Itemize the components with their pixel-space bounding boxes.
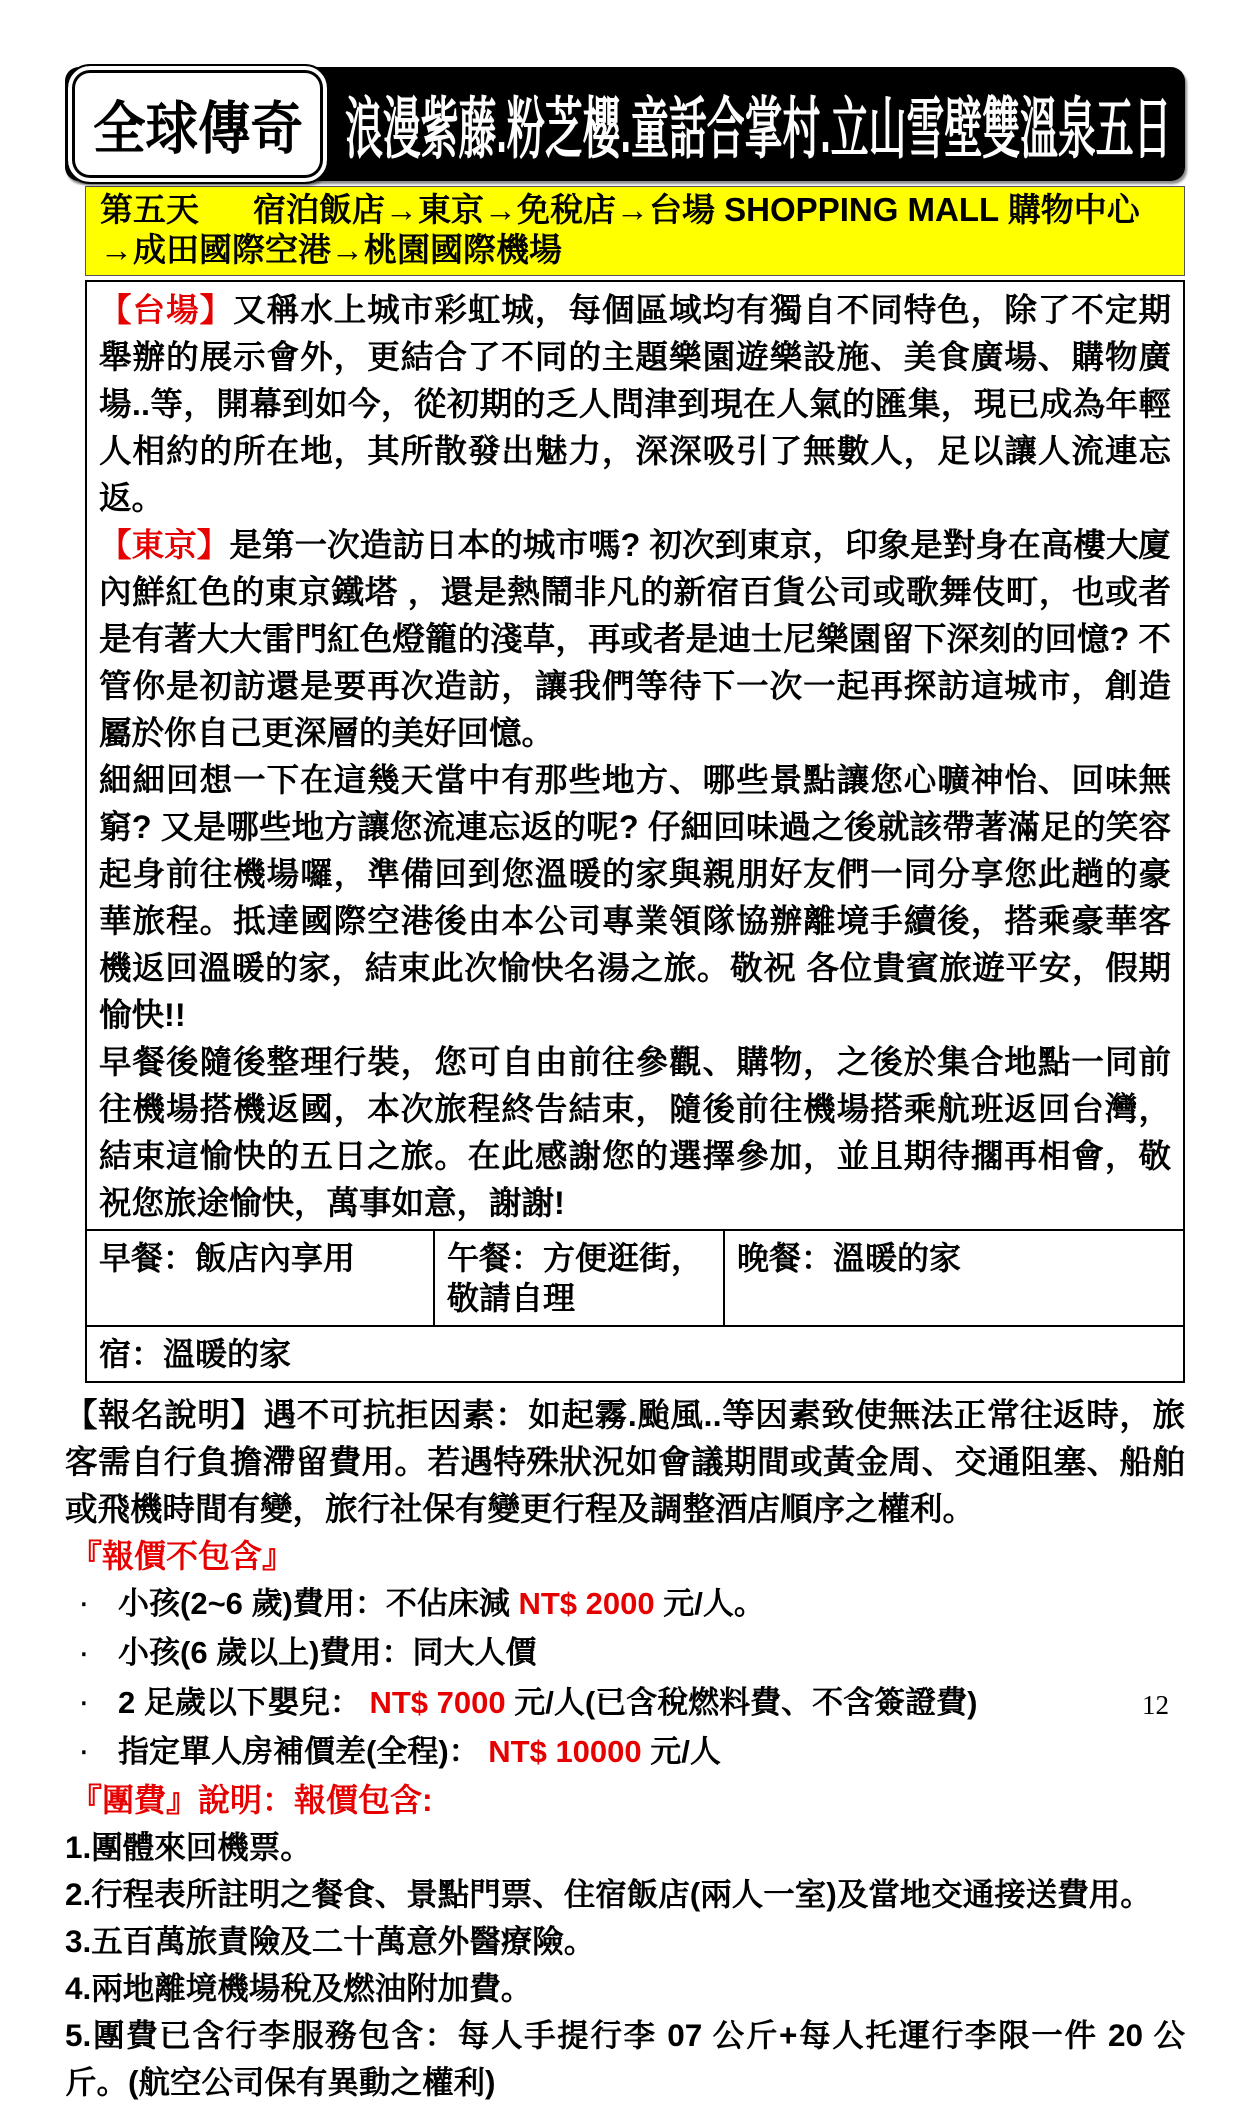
dinner-cell: 晚餐：溫暖的家: [737, 1240, 962, 1276]
breakfast-cell: 早餐：飯店內享用: [87, 1231, 435, 1325]
not-included-list: [65, 1580, 1185, 1777]
paragraph: [99, 292, 1171, 516]
bullet-icon: ‧: [80, 1641, 88, 1669]
price-value: NT$ 10000: [488, 1733, 642, 1769]
item-text: 元/人: [641, 1733, 721, 1769]
notice-tag: 【報名說明】: [65, 1397, 264, 1433]
registration-notice: [65, 1392, 1185, 1533]
content-area: [65, 64, 1185, 2106]
header: [65, 64, 1185, 184]
included-item: 2.行程表所註明之餐食、景點門票、住宿飯店(兩人一室)及當地交通接送費用。: [65, 1876, 1152, 1913]
company-logo: [66, 64, 329, 184]
included-list: [65, 1824, 1185, 2106]
paragraph-text: 細細回想一下在這幾天當中有那些地方、哪些景點讓您心曠神怡、回味無窮? 又是哪些地方讓您流連忘返的呢? 仔細回味過之後就該帶著滿足的笑容起身前往機場囉，準備回到您溫暖的家與親朋好友們一同分享您此趟的豪華旅程。抵達國際空港後由本公司專業領隊協辦離境手續後，搭乘豪華客機返回溫暖的家，結束此次愉快名湯之旅。敬祝 各位貴賓旅遊平安，假期愉快!!: [99, 762, 1171, 1033]
place-tag: 【台場】: [99, 292, 234, 328]
day-label: 第五天: [100, 191, 199, 228]
price-value: NT$ 2000: [518, 1586, 655, 1621]
company-logo-text: 全球傳奇: [92, 95, 303, 162]
included-heading: 『團費』說明：報價包含:: [70, 1782, 433, 1819]
itinerary-text: [87, 282, 1183, 1229]
included-item: 4.兩地離境機場稅及燃油附加費。: [65, 1970, 533, 2007]
item-text: 小孩(6 歲以上)費用：同大人價: [118, 1635, 537, 1671]
paragraph: [99, 527, 1171, 751]
item-text: 小孩(2~6 歲)費用：不佔床減: [118, 1586, 519, 1621]
not-included-item: [65, 1580, 1185, 1629]
not-included-item: [65, 1728, 1185, 1777]
notice-text: 遇不可抗拒因素：如起霧.颱風..等因素致使無法正常往返時，旅客需自行負擔滯留費用。若遇特殊狀況如會議期間或黃金周、交通阻塞、船舶或飛機時間有變，旅行社保有變更行程及調整酒店順序之權利。: [65, 1397, 1185, 1527]
meals-row: [87, 1229, 1183, 1325]
price-value: NT$ 7000: [369, 1684, 506, 1720]
not-included-item: [65, 1629, 1185, 1678]
paragraph: [99, 762, 1171, 1033]
bullet-icon: ‧: [80, 1690, 88, 1718]
tour-title: 浪漫紫藤.粉芝櫻.童話合掌村.立山雪壁雙溫泉五日: [345, 92, 1172, 167]
place-tag: 【東京】: [99, 527, 230, 563]
included-item: 3.五百萬旅責險及二十萬意外醫療險。: [65, 1923, 596, 1960]
bullet-icon: ‧: [80, 1592, 88, 1620]
bullet-icon: ‧: [80, 1740, 88, 1768]
lunch-cell: 午餐：方便逛街，敬請自理: [435, 1231, 725, 1325]
day-banner: [85, 186, 1185, 276]
paragraph: [99, 1044, 1171, 1221]
not-included-heading: 『報價不包含』: [70, 1538, 295, 1574]
not-included-item: [65, 1679, 1185, 1728]
paragraph-text: 早餐後隨後整理行裝，您可自由前往參觀、購物，之後於集合地點一同前往機場搭機返國，本次旅程終告結束，隨後前往機場搭乘航班返回台灣，結束這愉快的五日之旅。在此感謝您的選擇參加，並且期待擱再相會，敬祝您旅途愉快，萬事如意，謝謝!: [99, 1044, 1171, 1221]
paragraph-text: 又稱水上城市彩虹城，每個區域均有獨自不同特色，除了不定期舉辦的展示會外，更結合了不同的主題樂園遊樂設施、美食廣場、購物廣場..等，開幕到如今，從初期的乏人問津到現在人氣的匯集，現已成為年輕人相約的所在地，其所散發出魅力，深深吸引了無數人，足以讓人流連忘返。: [99, 292, 1171, 516]
itinerary-box: [85, 280, 1185, 1383]
item-text: 元/人(已含稅燃料費、不含簽證費): [505, 1684, 978, 1720]
item-text: 指定單人房補價差(全程)：: [118, 1733, 489, 1769]
included-item: 5.團費已含行李服務包含：每人手提行李 07 公斤+每人托運行李限一件 20 公斤。(航空公司保有異動之權利): [65, 2017, 1185, 2101]
item-text: 2 足歲以下嬰兒：: [118, 1684, 370, 1720]
paragraph-text: 是第一次造訪日本的城市嗎? 初次到東京，印象是對身在高樓大廈內鮮紅色的東京鐵塔 ，還是熱鬧非凡的新宿百貨公司或歌舞伎町，也或者是有著大大雷門紅色燈籠的淺草，再或者是迪士尼樂園留下深刻的回憶? 不管你是初訪還是要再次造訪，讓我們等待下一次一起再探訪這城市，創造屬於你自己更深層的美好回憶。: [99, 527, 1171, 751]
item-text: 元/人。: [654, 1586, 765, 1621]
day-route: 宿泊飯店→東京→免稅店→台場 SHOPPING MALL 購物中心→成田國際空港→桃園國際機場: [100, 191, 1140, 268]
stay-row: 宿：溫暖的家: [87, 1325, 1183, 1381]
included-item: 1.團體來回機票。: [65, 1829, 312, 1866]
page-number: 12: [1142, 1690, 1169, 1720]
